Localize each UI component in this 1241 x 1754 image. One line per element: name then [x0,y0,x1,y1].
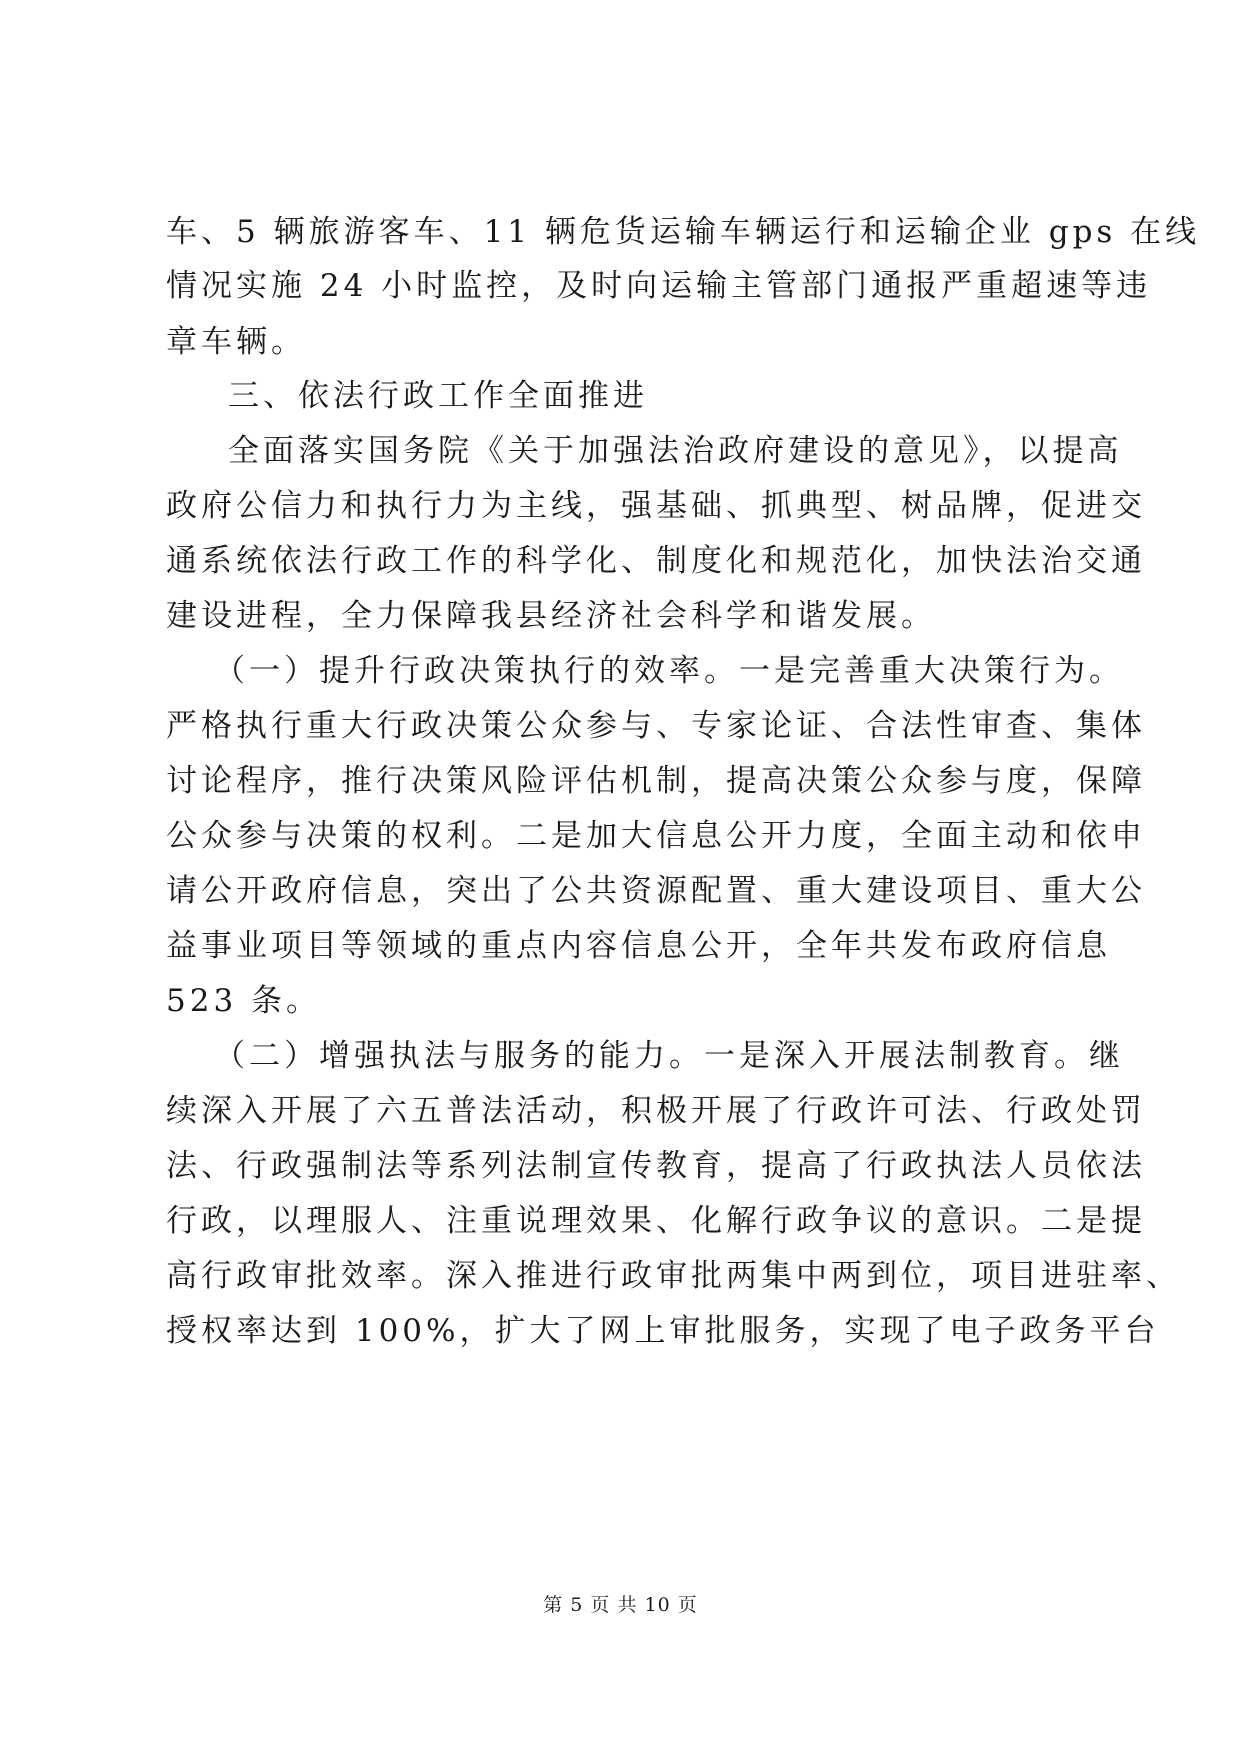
text-line: 法、行政强制法等系列法制宣传教育，提高了行政执法人员依法 [166,1148,1146,1184]
text-line: 章车辆。 [166,324,306,360]
text-line: 政府公信力和执行力为主线，强基础、抓典型、树品牌，促进交 [166,488,1146,524]
text-line: 车、5 辆旅游客车、11 辆危货运输车辆运行和运输企业 gps 在线 [166,214,1201,250]
text-line: 讨论程序，推行决策风险评估机制，提高决策公众参与度，保障 [166,763,1146,799]
text-line: 通系统依法行政工作的科学化、制度化和规范化，加快法治交通 [166,543,1146,579]
text-line: 建设进程，全力保障我县经济社会科学和谐发展。 [166,598,936,634]
text-line: 情况实施 24 小时监控，及时向运输主管部门通报严重超速等违 [166,268,1152,304]
text-line: 益事业项目等领域的重点内容信息公开，全年共发布政府信息 [166,928,1111,964]
page-number-footer: 第 5 页 共 10 页 [543,1594,698,1616]
text-line: 高行政审批效率。深入推进行政审批两集中两到位，项目进驻率、 [166,1258,1181,1294]
text-line: 全面落实国务院《关于加强法治政府建设的意见》，以提高 [228,433,1123,469]
text-line: 公众参与决策的权利。二是加大信息公开力度，全面主动和依申 [166,818,1146,854]
text-line: 严格执行重大行政决策公众参与、专家论证、合法性审查、集体 [166,708,1146,744]
text-line: 行政，以理服人、注重说理效果、化解行政争议的意识。二是提 [166,1203,1146,1239]
text-line: 授权率达到 100%，扩大了网上审批服务，实现了电子政务平台 [166,1313,1160,1349]
subsection-line: （一）提升行政决策执行的效率。一是完善重大决策行为。 [214,653,1124,689]
subsection-line: （二）增强执法与服务的能力。一是深入开展法制教育。继 [214,1038,1124,1074]
text-line: 523 条。 [166,983,322,1019]
text-line: 请公开政府信息，突出了公共资源配置、重大建设项目、重大公 [166,873,1146,909]
section-heading: 三、依法行政工作全面推进 [228,378,648,414]
text-line: 续深入开展了六五普法活动，积极开展了行政许可法、行政处罚 [166,1093,1146,1129]
